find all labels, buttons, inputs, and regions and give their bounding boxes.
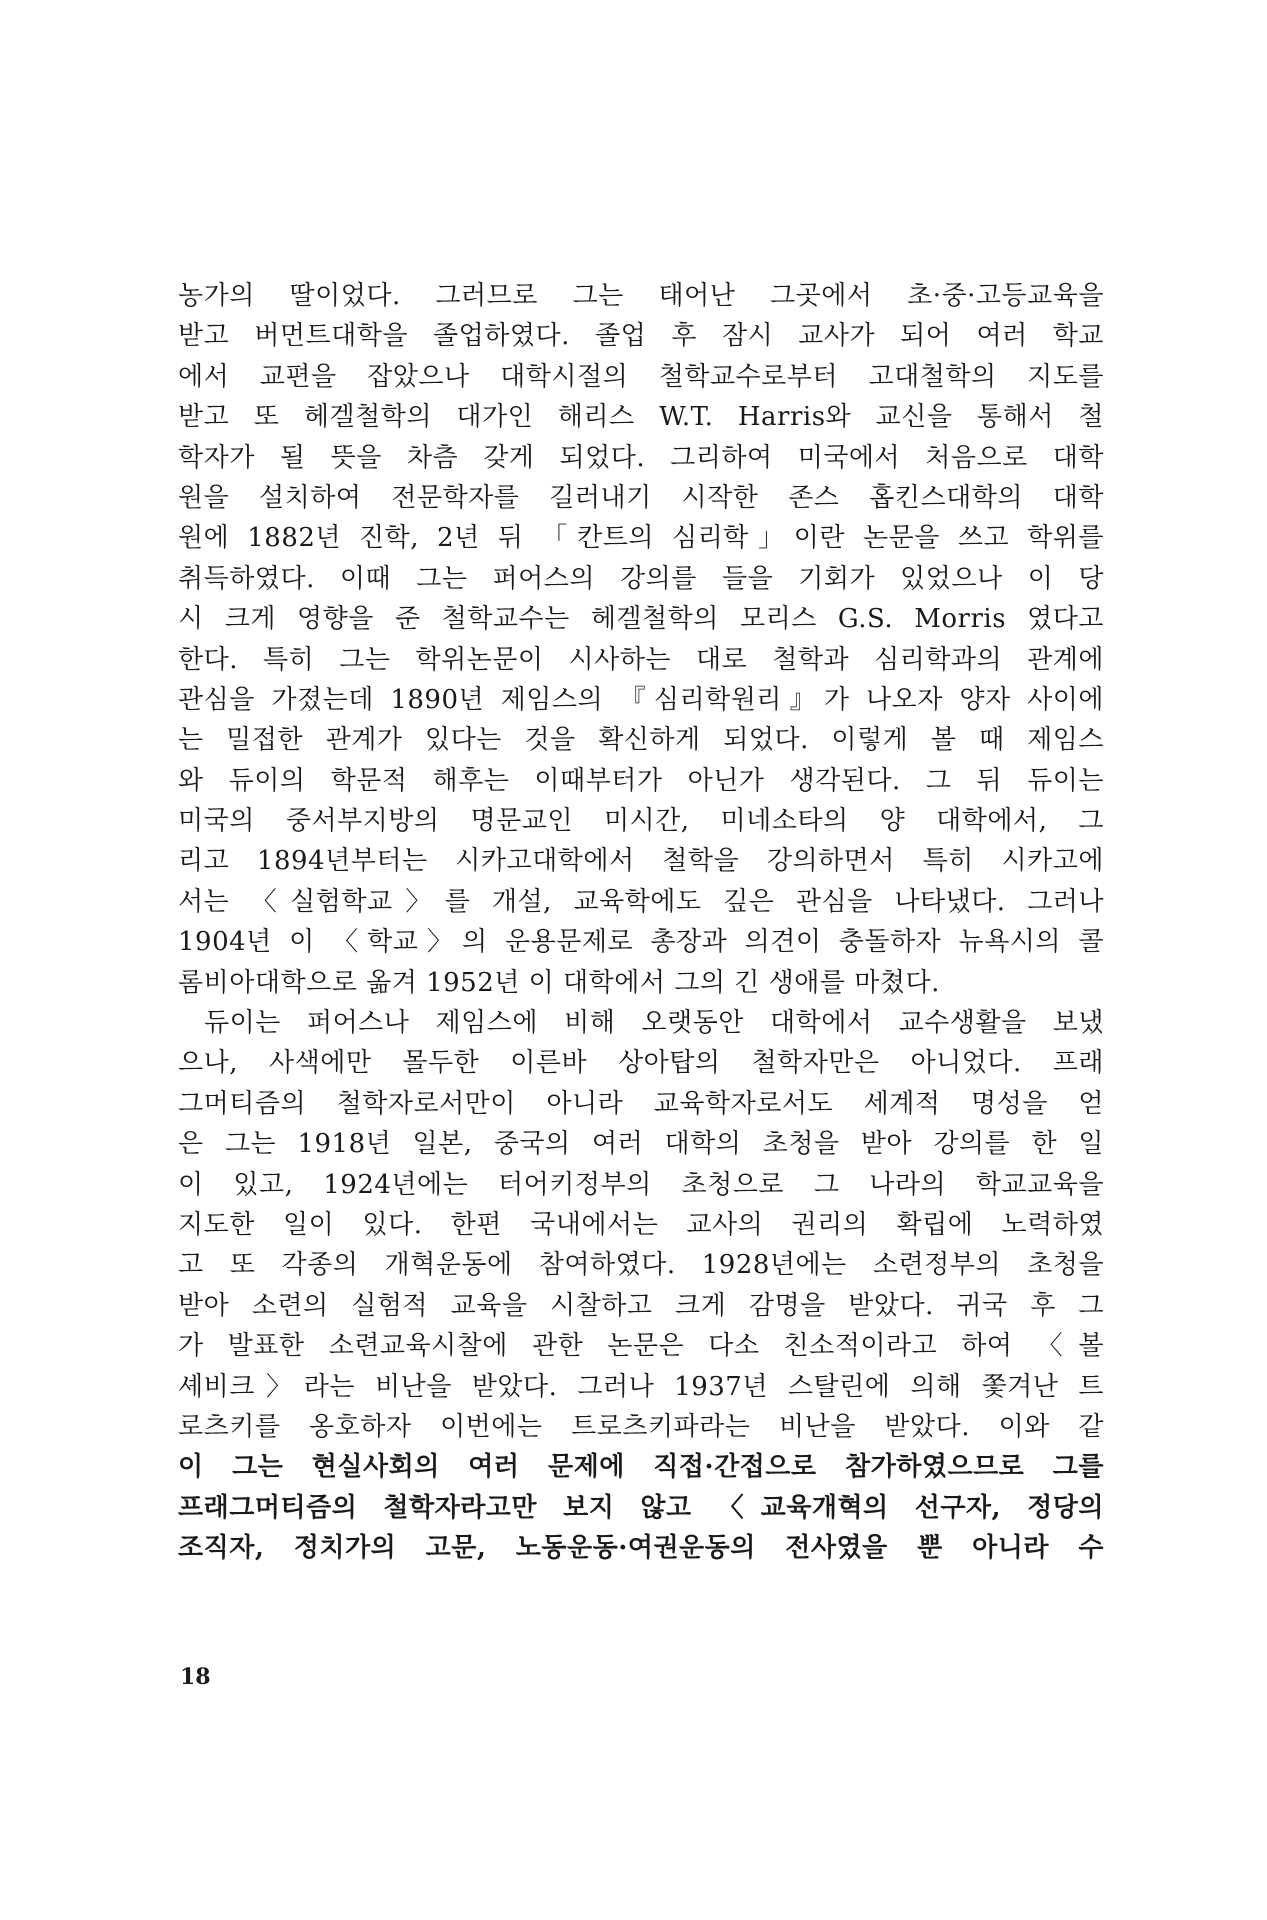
text-line: 받아 소련의 실험적 교육을 시찰하고 크게 감명을 받았다. 귀국 후 그 <box>178 1290 1104 1321</box>
text-line: 에서 교편을 잡았으나 대학시절의 철학교수로부터 고대철학의 지도를 <box>178 361 1104 392</box>
text-line: 농가의 딸이었다. 그러므로 그는 태어난 그곳에서 초·중·고등교육을 <box>178 281 1104 311</box>
text-line: 이 있고, 1924년에는 터어키정부의 초청으로 그 나라의 학교교육을 <box>178 1169 1104 1200</box>
text-line: 으나, 사색에만 몰두한 이른바 상아탑의 철학자만은 아니었다. 프래 <box>178 1048 1104 1079</box>
text-line: 1904년 이 〈학교〉의 운용문제로 총장과 의견이 충돌하자 뉴욕시의 콜 <box>178 927 1104 958</box>
text-line: 가 발표한 소련교육시찰에 관한 논문은 다소 친소적이라고 하여 〈볼 <box>178 1331 1104 1362</box>
page-number: 18 <box>180 1664 211 1690</box>
text-line: 고 또 각종의 개혁운동에 참여하였다. 1928년에는 소련정부의 초청을 <box>178 1250 1104 1281</box>
text-line: 받고 또 헤겔철학의 대가인 해리스 W.T. Harris와 교신을 통해서 철 <box>178 402 1104 433</box>
text-line: 는 밀접한 관계가 있다는 것을 확신하게 되었다. 이렇게 볼 때 제임스 <box>178 725 1104 756</box>
text-line: 로츠키를 옹호하자 이번에는 트로츠키파라는 비난을 받았다. 이와 같 <box>178 1411 1104 1442</box>
text-line: 롬비아대학으로 옮겨 1952년 이 대학에서 그의 긴 생애를 마쳤다. <box>178 967 940 998</box>
text-line: 지도한 일이 있다. 한편 국내에서는 교사의 권리의 확립에 노력하였 <box>178 1209 1104 1240</box>
text-line: 한다. 특히 그는 학위논문이 시사하는 대로 철학과 심리학과의 관계에 <box>178 644 1104 675</box>
text-line: 은 그는 1918년 일본, 중국의 여러 대학의 초청을 받아 강의를 한 일 <box>178 1129 1104 1160</box>
text-line: 학자가 될 뜻을 차츰 갖게 되었다. 그리하여 미국에서 처음으로 대학 <box>178 442 1104 473</box>
text-line: 미국의 중서부지방의 명문교인 미시간, 미네소타의 양 대학에서, 그 <box>178 806 1104 837</box>
text-line: 원을 설치하여 전문학자를 길러내기 시작한 존스 홉킨스대학의 대학 <box>178 482 1104 513</box>
text-line: 리고 1894년부터는 시카고대학에서 철학을 강의하면서 특히 시카고에 <box>178 846 1104 877</box>
text-line: 프래그머티즘의 철학자라고만 보지 않고 〈교육개혁의 선구자, 정당의 <box>178 1492 1104 1523</box>
text-line: 와 듀이의 학문적 해후는 이때부터가 아닌가 생각된다. 그 뒤 듀이는 <box>178 765 1104 796</box>
text-line: 그머티즘의 철학자로서만이 아니라 교육학자로서도 세계적 명성을 얻 <box>178 1088 1104 1119</box>
text-line: 원에 1882년 진학, 2년 뒤 「칸트의 심리학」이란 논문을 쓰고 학위를 <box>178 523 1104 554</box>
text-line: 조직자, 정치가의 고문, 노동운동·여권운동의 전사였을 뿐 아니라 수 <box>178 1533 1104 1564</box>
text-line: 받고 버먼트대학을 졸업하였다. 졸업 후 잠시 교사가 되어 여러 학교 <box>178 321 1104 352</box>
text-line: 관심을 가졌는데 1890년 제임스의 『심리학원리』가 나오자 양자 사이에 <box>178 684 1104 715</box>
text-line: 듀이는 퍼어스나 제임스에 비해 오랫동안 대학에서 교수생활을 보냈 <box>204 1008 1104 1039</box>
text-line: 시 크게 영향을 준 철학교수는 헤겔철학의 모리스 G.S. Morris 였다고 <box>178 604 1104 635</box>
text-line: 취득하였다. 이때 그는 퍼어스의 강의를 들을 기회가 있었으나 이 당 <box>178 563 1104 594</box>
text-line: 서는 〈실험학교〉를 개설, 교육학에도 깊은 관심을 나타냈다. 그러나 <box>178 886 1104 917</box>
text-line: 이 그는 현실사회의 여러 문제에 직접·간접으로 참가하였으므로 그를 <box>178 1452 1104 1483</box>
body-text <box>178 276 1104 1569</box>
text-line: 셰비크〉라는 비난을 받았다. 그러나 1937년 스탈린에 의해 쫓겨난 트 <box>178 1371 1104 1402</box>
